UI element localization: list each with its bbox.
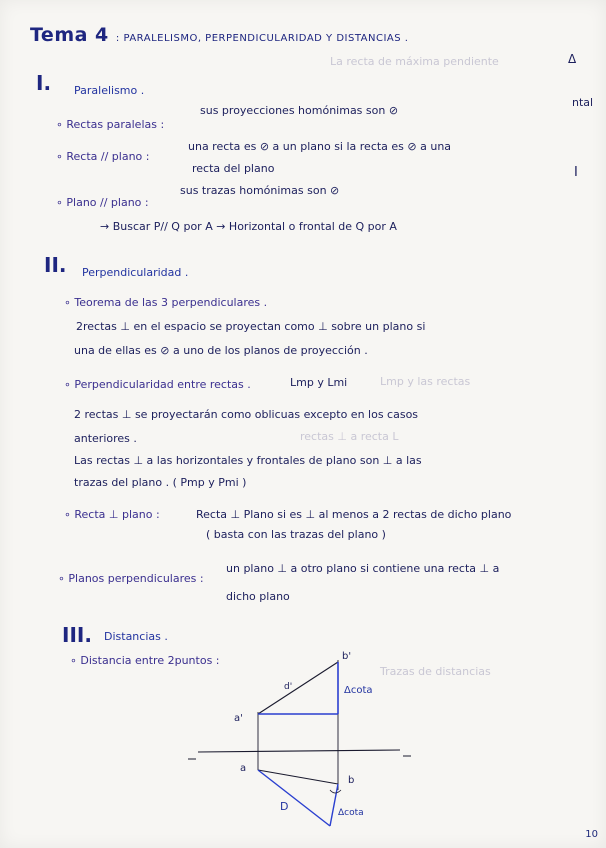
segment-a-b <box>258 770 338 784</box>
label-a-prime: a' <box>234 713 243 724</box>
s2-line4-label: ∘ Planos perpendiculares : <box>58 572 204 585</box>
s2-line2-c: Las rectas ⊥ a las horizontales y frontales de plano son ⊥ a las <box>74 454 422 467</box>
section-1-label: Paralelismo . <box>74 84 145 97</box>
section-3-number: III. <box>62 623 92 647</box>
s2-line1-b: una de ellas es ⊘ a uno de los planos de proyección . <box>74 344 368 357</box>
section-3-label: Distancias . <box>104 630 168 643</box>
s2-line2-label: ∘ Perpendicularidad entre rectas . <box>64 378 251 391</box>
s2-line4-b: dicho plano <box>226 590 290 603</box>
ghost-text-4: Trazas de distancias <box>380 665 491 678</box>
s2-line1-a: 2rectas ⊥ en el espacio se proyectan como ⊥ sobre un plano si <box>76 320 426 333</box>
s2-line2-a: 2 rectas ⊥ se proyectarán como oblicuas excepto en los casos <box>74 408 419 421</box>
label-b: b <box>348 775 355 786</box>
s2-line2-extra: Lmp y Lmi <box>290 376 348 389</box>
s2-line3-b: ( basta con las trazas del plano ) <box>206 528 386 541</box>
s2-line2-d: trazas del plano . ( Pmp y Pmi ) <box>74 476 247 489</box>
label-d-prime: d' <box>284 682 293 692</box>
section-2-number: II. <box>44 253 67 277</box>
label-acota-bottom: Δcota <box>338 808 364 818</box>
s2-line1-label: ∘ Teorema de las 3 perpendiculares . <box>64 296 268 309</box>
s1-line2-text: una recta es ⊘ a un plano si la recta es ⊘ a una <box>188 140 452 153</box>
s1-line3-cont: → Buscar P// Q por A → Horizontal o frontal de Q por A <box>100 220 397 233</box>
ghost-text-2: Lmp y las rectas <box>380 375 471 388</box>
s2-line3-label: ∘ Recta ⊥ plano : <box>64 508 160 521</box>
s2-line3-a: Recta ⊥ Plano si es ⊥ al menos a 2 rectas de dicho plano <box>196 508 512 521</box>
section-2-label: Perpendicularidad . <box>82 266 189 279</box>
s2-line4-a: un plano ⊥ a otro plano si contiene una recta ⊥ a <box>226 562 500 575</box>
s1-line2-label: ∘ Recta // plano : <box>56 150 150 163</box>
margin-mark-2: ntal <box>572 96 594 109</box>
label-a: a <box>240 763 247 774</box>
s2-line2-b: anteriores . <box>74 432 137 445</box>
label-D: D <box>280 800 289 813</box>
label-acota-top: Δcota <box>344 685 373 696</box>
margin-mark-1: Δ <box>568 52 577 66</box>
s1-line1-text: sus proyecciones homónimas son ⊘ <box>200 104 399 117</box>
right-angle-mark <box>330 790 341 793</box>
title-sub: : PARALELISMO, PERPENDICULARIDAD Y DISTANCIAS . <box>115 33 409 44</box>
title-main: Tema 4 <box>30 24 109 46</box>
s1-line1-label: ∘ Rectas paralelas : <box>56 118 165 131</box>
ghost-text-1: La recta de máxima pendiente <box>330 55 499 68</box>
true-distance-line <box>258 770 330 826</box>
cota-bottom-segment <box>330 784 338 826</box>
s1-line3-text: sus trazas homónimas son ⊘ <box>180 184 340 197</box>
ground-line <box>198 750 400 752</box>
label-b-prime: b' <box>342 651 352 662</box>
s1-line3-label: ∘ Plano // plano : <box>56 196 149 209</box>
segment-a-prime-b-prime <box>258 662 338 714</box>
s3-line1-label: ∘ Distancia entre 2puntos : <box>70 654 220 667</box>
s1-line2-cont: recta del plano <box>192 162 275 175</box>
margin-mark-3: I <box>574 165 578 180</box>
section-1-number: I. <box>36 71 52 95</box>
page-number: 10 <box>585 829 598 840</box>
ghost-text-3: rectas ⊥ a recta L <box>300 430 399 443</box>
